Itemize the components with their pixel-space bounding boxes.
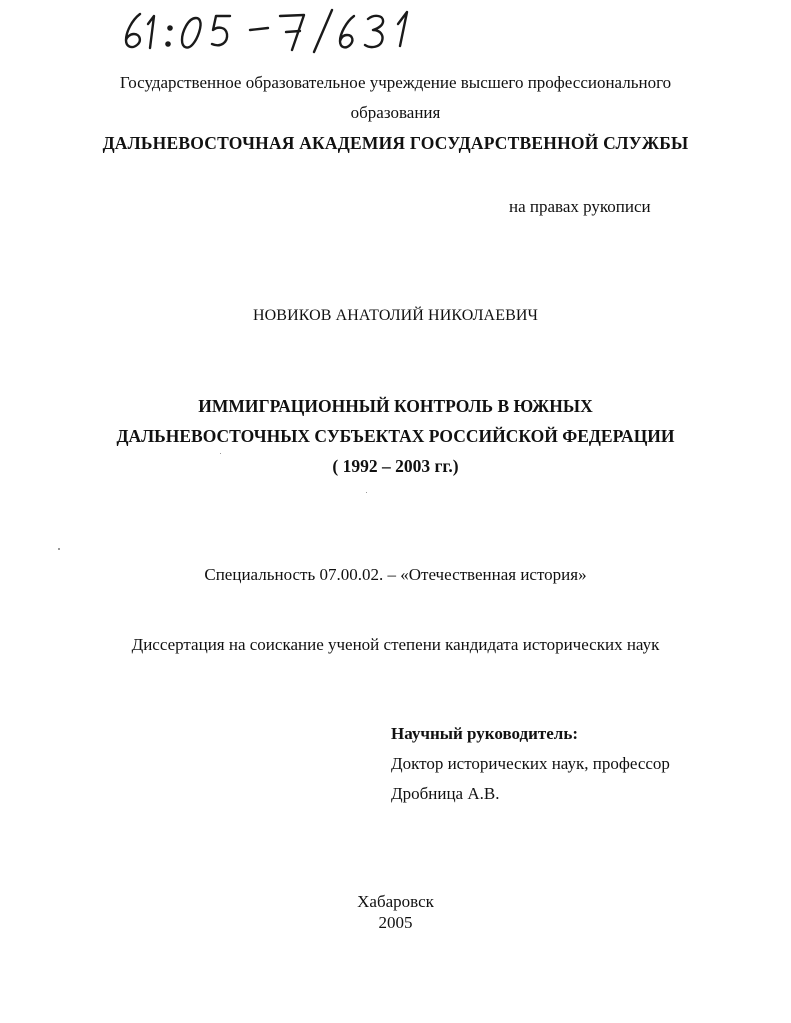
supervisor-label: Научный руководитель:	[391, 724, 578, 743]
year: 2005	[378, 913, 413, 932]
supervisor-name: Дробница А.В.	[391, 784, 500, 803]
institution-line-2: образования	[350, 103, 441, 122]
city: Хабаровск	[357, 892, 434, 911]
author-name: НОВИКОВ АНАТОЛИЙ НИКОЛАЕВИЧ	[252, 307, 539, 324]
degree-statement: Диссертация на соискание ученой степени кандидата исторических наук	[131, 635, 660, 654]
manuscript-rights-note: на правах рукописи	[509, 197, 651, 216]
specialty: Специальность 07.00.02. – «Отечественная история»	[204, 565, 587, 584]
scan-speck	[220, 453, 221, 454]
supervisor-degree: Доктор исторических наук, профессор	[391, 754, 670, 773]
institution-line-1: Государственное образовательное учреждение высшего профессионального	[119, 73, 672, 92]
handwritten-archive-number	[118, 6, 448, 54]
scan-speck	[366, 492, 367, 493]
dissertation-title-line-2: ДАЛЬНЕВОСТОЧНЫХ СУБЪЕКТАХ РОССИЙСКОЙ ФЕДЕРАЦИИ	[116, 426, 675, 446]
dissertation-title-years: ( 1992 – 2003 гг.)	[332, 456, 459, 476]
academy-name: ДАЛЬНЕВОСТОЧНАЯ АКАДЕМИЯ ГОСУДАРСТВЕННОЙ СЛУЖБЫ	[102, 133, 689, 153]
scan-speck	[58, 548, 60, 550]
dissertation-title-line-1: ИММИГРАЦИОННЫЙ КОНТРОЛЬ В ЮЖНЫХ	[198, 396, 593, 416]
